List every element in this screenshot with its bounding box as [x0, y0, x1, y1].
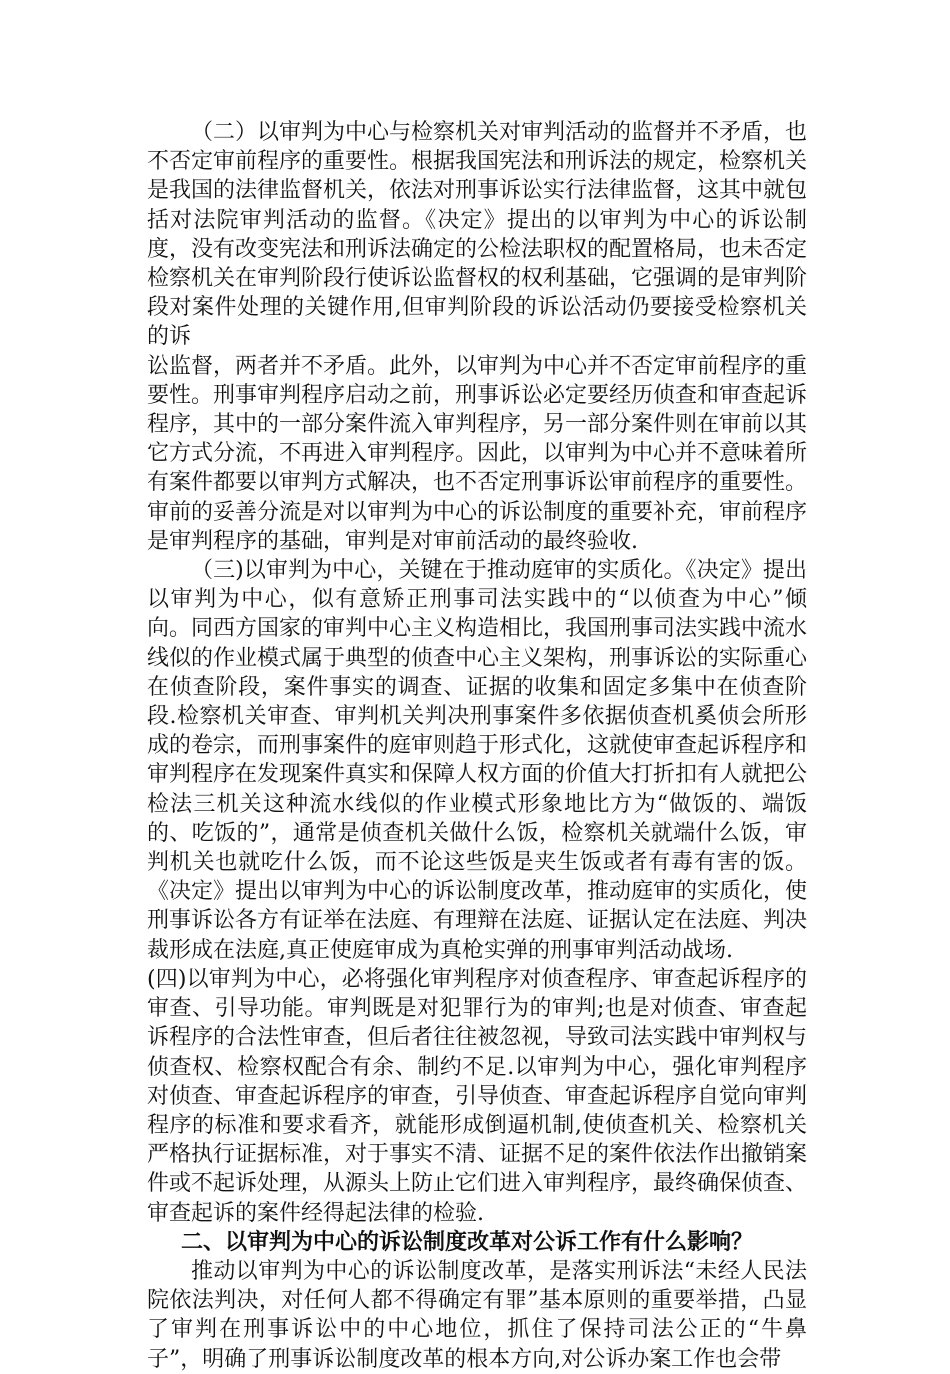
paragraph-review-guidance: (四)以审判为中心，必将强化审判程序对侦查程序、审查起诉程序的审查、引导功能。审判既是对犯罪行为的审判;也是对侦查、审查起诉程序的合法性审查，但后者往往被忽视，导致司法实践中审判权与侦查权、检察权配合有余、制约不足.以审判为中心，强化审判程序对侦查、审查起诉程序的审查，引导侦查、审查起诉程序自觉向审判程序的标准和要求看齐，就能形成倒逼机制,使侦查机关、检察机关严格执行证据标准，对于事实不清、证据不足的案件依法作出撤销案件或不起诉处理，从源头上防止它们进入审判程序，最终确保侦查、审查起诉的案件经得起法律的检验. — [147, 966, 808, 1226]
section-heading: 二、以审判为中心的诉讼制度改革对公诉工作有什么影响？ — [181, 1229, 754, 1255]
paragraph-supervision: （二）以审判为中心与检察机关对审判活动的监督并不矛盾，也不否定审前程序的重要性。根据我国宪法和刑诉法的规定，检察机关是我国的法律监督机关，依法对刑事诉讼实行法律监督，这其中就包括对法院审判活动的监督。《决定》提出的以审判为中心的诉讼制度，没有改变宪法和刑诉法确定的公检法职权的配置格局，也未否定检察机关在审判阶段行使诉讼监督权的权利基础，它强调的是审判阶段对案件处理的关键作用,但审判阶段的诉讼活动仍要接受检察机关的诉 — [147, 120, 808, 350]
paragraph-reform-impact: 推动以审判为中心的诉讼制度改革，是落实刑诉法“未经人民法院依法判决，对任何人都不得确定有罪”基本原则的重要举措，凸显了审判在刑事诉讼中的中心地位，抓住了保持司法公正的“牛鼻子”，明确了刑事诉讼制度改革的根本方向,对公诉办案工作也会带 — [147, 1258, 807, 1372]
paragraph-substantive-trial: （三)以审判为中心，关键在于推动庭审的实质化。《决定》提出以审判为中心，似有意矫正刑事司法实践中的“以侦查为中心”倾向。同西方国家的审判中心主义构造相比，我国刑事司法实践中流水线似的作业模式属于典型的侦查中心主义架构，刑事诉讼的实际重心在侦查阶段，案件事实的调查、证据的收集和固定多集中在侦查阶段.检察机关审查、审判机关判决刑事案件多依据侦查机奚侦会所形成的卷宗，而刑事案件的庭审则趋于形式化，这就使审查起诉程序和审判程序在发现案件真实和保障人权方面的价值大打折扣有人就把公检法三机关这种流水线似的作业模式形象地比方为“做饭的、端饭的、吃饭的”，通常是侦查机关做什么饭，检察机关就端什么饭，审判机关也就吃什么饭，而不论这些饭是夹生饭或者有毒有害的饭。《决定》提出以审判为中心的诉讼制度改革，推动庭审的实质化，使刑事诉讼各方有证举在法庭、有理辩在法庭、证据认定在法庭、判决裁形成在法庭,真正使庭审成为真枪实弹的刑事审判活动战场. — [147, 558, 808, 963]
document-body — [147, 118, 807, 1374]
paragraph-pretrial: 讼监督，两者并不矛盾。此外，以审判为中心并不否定审前程序的重要性。刑事审判程序启动之前，刑事诉讼必定要经历侦查和审查起诉程序，其中的一部分案件流入审判程序，另一部分案件则在审前以其它方式分流，不再进入审判程序。因此，以审判为中心并不意味着所有案件都要以审判方式解决，也不否定刑事诉讼审前程序的重要性。审前的妥善分流是对以审判为中心的诉讼制度的重要补充，审前程序是审判程序的基础，审判是对审前活动的最终验收. — [147, 353, 808, 554]
